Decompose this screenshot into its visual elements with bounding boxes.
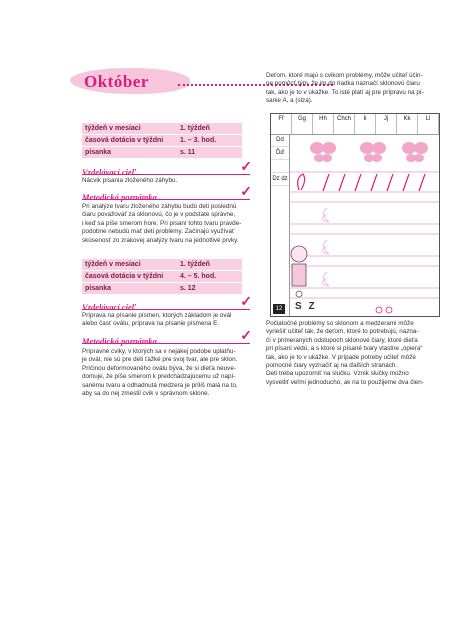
table-label: písanka: [85, 149, 112, 156]
lesson1-table: [82, 123, 242, 159]
lesson1-goal-text: Nácvik písania zloženého záhybu.: [82, 177, 178, 184]
table-value: 1. – 3. hod.: [180, 137, 217, 144]
text-line: tak, ako je to v ukážke. V prípade potreby učiteľ môže: [266, 353, 416, 361]
text-line: tak, ako je to v ukážke. To isté platí aj pre prípravu na pí-: [266, 88, 424, 96]
child-figure-icon: [291, 246, 307, 297]
lesson1-note-text: [82, 203, 250, 245]
table-row: [82, 283, 242, 295]
text-line: vyriešiť učiteľ tak, že deťom, ktoré to potrebujú, nazna-: [266, 328, 419, 336]
note-heading-text: Metodická poznámka: [82, 192, 157, 202]
text-line: Počiatočné problémy so sklonom a medzerami môže: [266, 320, 414, 327]
worksheet-page-number: 12: [273, 304, 285, 314]
text-line: Príčinou deformovaného oválu býva, že si dieťa neuve-: [82, 364, 236, 372]
text-line: pri písaní vedú, a s ktoré si písané tvary vlastne „opiera“: [266, 345, 423, 353]
lesson2-goal-text: [82, 312, 250, 329]
text-line: Pri analýze tvaru zloženého záhybu budú deti poslednú: [82, 203, 237, 210]
text-line: čí v primeraných odstupoch sklonové čiary, ktoré dieťa: [266, 336, 418, 344]
check-icon: ✓: [240, 293, 252, 309]
text-line: aby sa do nej zmestil cvik v správnom sklone.: [82, 390, 210, 398]
table-row: [82, 147, 242, 159]
goal-heading-text: Vzdelávací cieľ: [82, 302, 137, 312]
table-label: časová dotácia v týždni: [85, 137, 164, 144]
table-row: [82, 135, 242, 147]
alphabet-cell: Hh: [313, 114, 334, 134]
butterfly-icon: [402, 142, 428, 162]
text-line: i keď sa píše smerom hore. Pri písaní tohto tvaru pravde-: [82, 219, 242, 227]
table-label: týždeň v mesiaci: [85, 125, 141, 132]
goal-heading-text: Vzdelávací cieľ: [82, 167, 137, 177]
text-line: Prípravné cviky, v ktorých sa v nejakej podobe uplatňu-: [82, 348, 236, 355]
page-title: [78, 70, 248, 92]
text-line: alebo časť oválu, príprava na písanie písmena E.: [82, 320, 220, 328]
table-row: [82, 259, 242, 271]
text-line: je ovál, nie sú pre deti ťažké pre svoj tvar, ale pre sklon.: [82, 356, 238, 364]
table-value: 4. – 5. hod.: [180, 273, 217, 280]
table-row: [82, 123, 242, 135]
text-line: sanému tvaru a odhadnutá medzera je príliš malá na to,: [82, 381, 238, 389]
text-line: Príprava na písanie písmen, ktorých základom je ovál: [82, 312, 232, 319]
text-line: domuje, že píše smerom k predchádzajúcemu už napí-: [82, 373, 236, 381]
check-icon: ✓: [240, 183, 252, 199]
title-text: Október: [84, 72, 149, 91]
text-line: pomocné čiary vyznačiť aj na ďalších stranách.: [266, 362, 398, 370]
alphabet-cell: Kk: [397, 114, 418, 134]
alphabet-cell: Gg: [292, 114, 313, 134]
lesson2-note-heading: [82, 327, 252, 346]
lesson2-goal-heading: [82, 293, 252, 312]
butterfly-icon: [360, 142, 386, 162]
alphabet-cell: Dd: [271, 134, 289, 147]
butterfly-icon: [310, 142, 336, 162]
alphabet-cell: [271, 160, 289, 173]
table-value: 1. týždeň: [180, 125, 210, 132]
table-value: s. 12: [180, 285, 196, 292]
worksheet-drawing: [289, 134, 439, 316]
text-line: vysvetliť veľmi jednoducho, ak na to použijeme dva člen-: [266, 378, 424, 386]
table-label: časová dotácia v týždni: [85, 273, 164, 280]
text-line: Deťom, ktoré majú s cvikom problémy, môže učiteľ účin-: [266, 72, 423, 79]
alphabet-cell: Jj: [376, 114, 397, 134]
lesson1-goal-heading: [82, 158, 252, 177]
table-label: týždeň v mesiaci: [85, 261, 141, 268]
right-bottom-text: [266, 320, 444, 387]
table-row: [82, 271, 242, 283]
alphabet-cell: Ďď: [271, 147, 289, 160]
text-line: čiaru považovať za sklonovú, čo je v podstate správne,: [82, 211, 236, 219]
text-line: podobne nebudú mať deti problémy. Začínajú využívať: [82, 228, 235, 236]
note-heading-text: Metodická poznámka: [82, 336, 157, 346]
lesson1-note-heading: [82, 183, 252, 202]
text-line: ne pomôcť tým, že im do riadka naznačí sklonovú čiaru: [266, 80, 420, 88]
check-icon: ✓: [240, 158, 252, 174]
lesson2-table: [82, 259, 242, 295]
text-line: sanie A, a (slza).: [266, 97, 313, 105]
text-line: Deti treba upozorniť na slučku. Vznik slučky možno: [266, 370, 409, 378]
alphabet-cell: Ff: [271, 114, 292, 134]
check-icon: ✓: [240, 327, 252, 343]
table-label: písanka: [85, 285, 112, 292]
lesson2-note-text: [82, 348, 250, 398]
text-line: skúsenosť zo zrakovej analýzy tvaru na jednotlivé prvky.: [82, 236, 239, 244]
alphabet-cell: Ll: [418, 114, 439, 134]
table-value: s. 11: [180, 149, 196, 156]
alphabet-cell: Ii: [355, 114, 376, 134]
alphabet-cell: Chch: [334, 114, 355, 134]
table-value: 1. týždeň: [180, 261, 210, 268]
alphabet-cell: Dz dz: [271, 173, 289, 186]
worksheet-bottom-letters: S Z: [295, 301, 317, 312]
right-top-text: [266, 72, 444, 106]
worksheet-image: [270, 113, 440, 317]
worksheet-alphabet-header: [271, 114, 439, 135]
worksheet-left-column: [271, 134, 290, 316]
